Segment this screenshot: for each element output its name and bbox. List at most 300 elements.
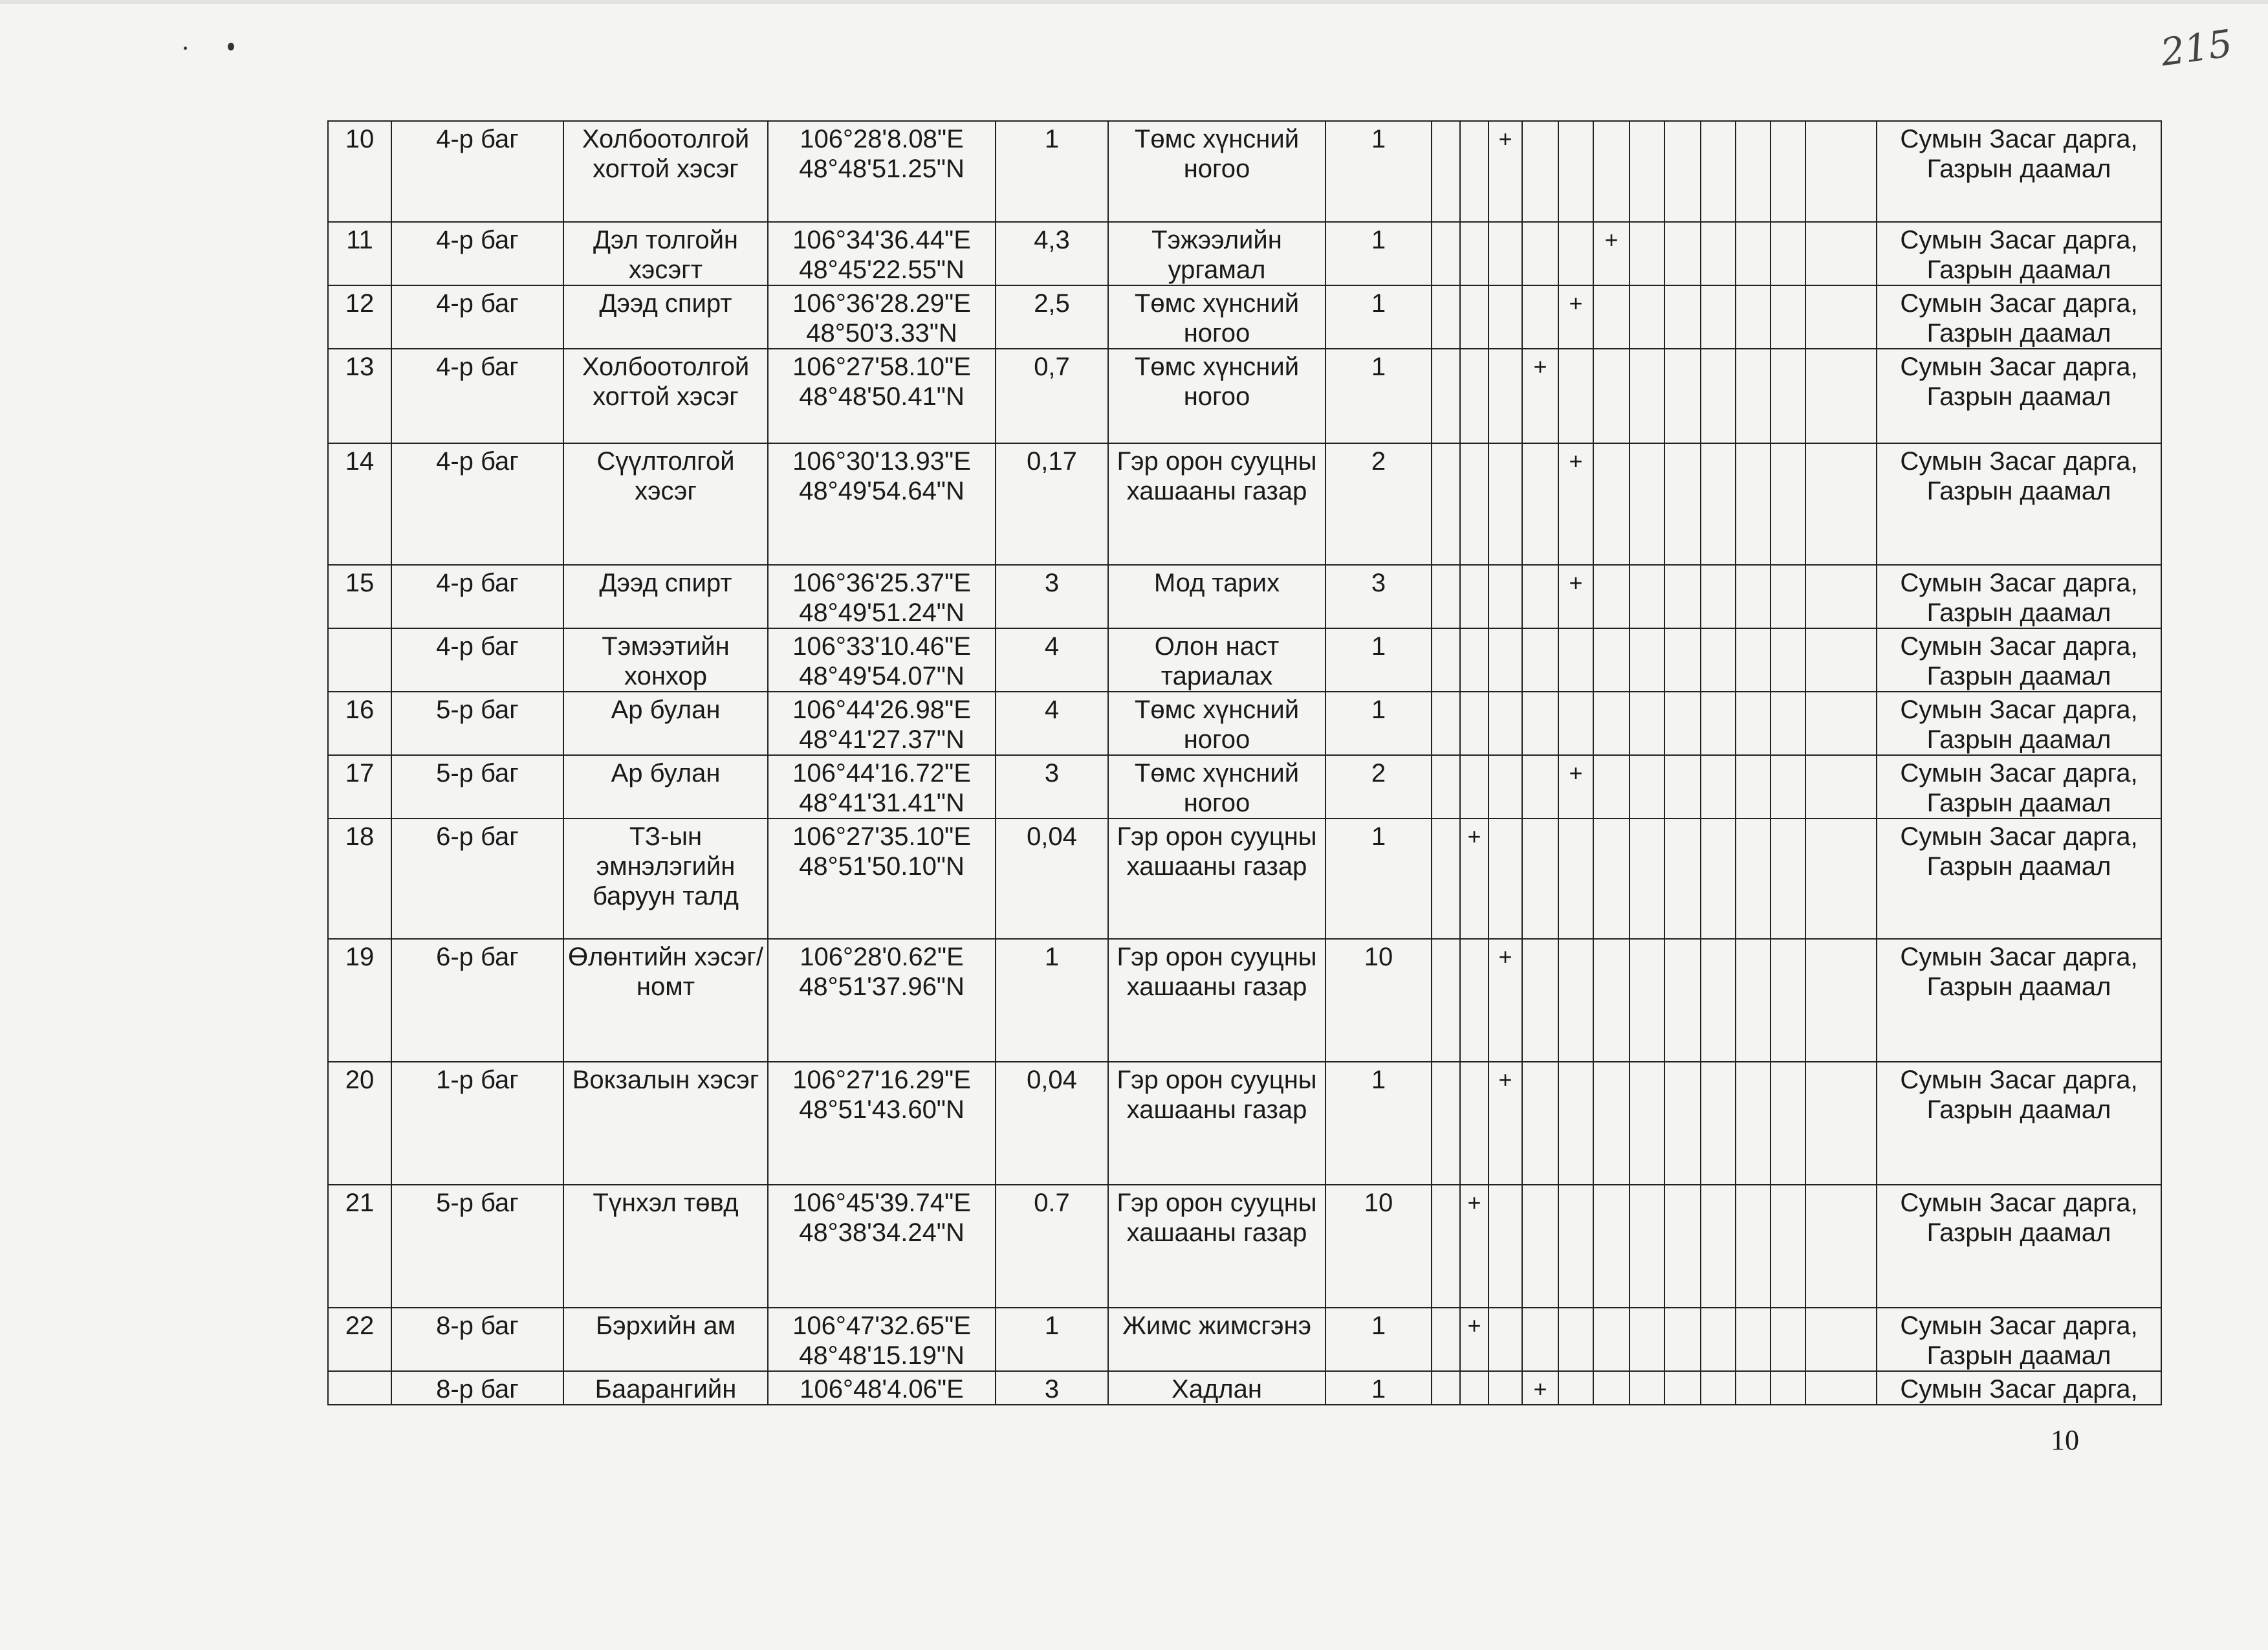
area-cell: 0,7 bbox=[996, 349, 1108, 443]
empty-cell bbox=[1630, 349, 1664, 443]
empty-cell bbox=[1805, 121, 1877, 222]
row-number-cell: 11 bbox=[328, 222, 391, 285]
count-cell: 1 bbox=[1325, 349, 1432, 443]
empty-cell bbox=[1805, 755, 1877, 819]
row-number-cell: 22 bbox=[328, 1308, 391, 1371]
coordinates-cell: 106°27'35.10"E 48°51'50.10"N bbox=[768, 819, 996, 939]
empty-cell bbox=[1460, 565, 1488, 628]
empty-cell bbox=[1701, 443, 1736, 565]
empty-cell bbox=[1593, 565, 1630, 628]
place-cell: Дээд спирт bbox=[563, 565, 768, 628]
empty-cell bbox=[1460, 1371, 1488, 1405]
area-cell: 4,3 bbox=[996, 222, 1108, 285]
empty-cell bbox=[1432, 755, 1460, 819]
empty-cell bbox=[1593, 349, 1630, 443]
count-cell: 1 bbox=[1325, 628, 1432, 692]
coordinates-cell: 106°48'4.06"E bbox=[768, 1371, 996, 1405]
coordinates-cell: 106°34'36.44"E 48°45'22.55"N bbox=[768, 222, 996, 285]
place-cell: ТЗ-ын эмнэлэгийн баруун талд bbox=[563, 819, 768, 939]
empty-cell bbox=[1558, 1185, 1593, 1308]
empty-cell bbox=[1771, 692, 1805, 755]
empty-cell bbox=[1432, 1308, 1460, 1371]
row-number-cell: 14 bbox=[328, 443, 391, 565]
responsible-cell: Сумын Засаг дарга, Газрын даамал bbox=[1877, 565, 2161, 628]
bag-cell: 5-р баг bbox=[391, 755, 563, 819]
responsible-cell: Сумын Засаг дарга, bbox=[1877, 1371, 2161, 1405]
table-row bbox=[328, 819, 2161, 939]
bag-cell: 8-р баг bbox=[391, 1308, 563, 1371]
bag-cell: 6-р баг bbox=[391, 939, 563, 1062]
responsible-cell: Сумын Засаг дарга, Газрын даамал bbox=[1877, 819, 2161, 939]
purpose-cell: Төмс хүнсний ногоо bbox=[1108, 692, 1325, 755]
area-cell: 3 bbox=[996, 565, 1108, 628]
empty-cell bbox=[1558, 1062, 1593, 1185]
table-row bbox=[328, 285, 2161, 349]
empty-cell bbox=[1522, 443, 1558, 565]
purpose-cell: Тэжээлийн ургамал bbox=[1108, 222, 1325, 285]
empty-cell bbox=[1630, 443, 1664, 565]
empty-cell bbox=[1460, 628, 1488, 692]
count-cell: 10 bbox=[1325, 1185, 1432, 1308]
empty-cell bbox=[1558, 939, 1593, 1062]
responsible-cell: Сумын Засаг дарга, Газрын даамал bbox=[1877, 222, 2161, 285]
coordinates-cell: 106°47'32.65"E 48°48'15.19"N bbox=[768, 1308, 996, 1371]
empty-cell bbox=[1460, 755, 1488, 819]
handwritten-page-number: 215 bbox=[2157, 21, 2235, 75]
empty-cell bbox=[1432, 1062, 1460, 1185]
empty-cell bbox=[1593, 755, 1630, 819]
mark-cell: + bbox=[1593, 222, 1630, 285]
row-number-cell: 12 bbox=[328, 285, 391, 349]
empty-cell bbox=[1460, 443, 1488, 565]
empty-cell bbox=[1488, 755, 1522, 819]
table-row bbox=[328, 755, 2161, 819]
place-cell: Вокзалын хэсэг bbox=[563, 1062, 768, 1185]
count-cell: 1 bbox=[1325, 819, 1432, 939]
empty-cell bbox=[1701, 565, 1736, 628]
empty-cell bbox=[1736, 1371, 1771, 1405]
empty-cell bbox=[1593, 1371, 1630, 1405]
area-cell: 1 bbox=[996, 1308, 1108, 1371]
row-number-cell: 16 bbox=[328, 692, 391, 755]
place-cell: Ар булан bbox=[563, 755, 768, 819]
empty-cell bbox=[1736, 222, 1771, 285]
empty-cell bbox=[1488, 565, 1522, 628]
empty-cell bbox=[1736, 443, 1771, 565]
empty-cell bbox=[1805, 819, 1877, 939]
empty-cell bbox=[1558, 1308, 1593, 1371]
empty-cell bbox=[1664, 939, 1701, 1062]
empty-cell bbox=[1805, 443, 1877, 565]
place-cell: Дээд спирт bbox=[563, 285, 768, 349]
empty-cell bbox=[1664, 1185, 1701, 1308]
area-cell: 0,04 bbox=[996, 819, 1108, 939]
purpose-cell: Төмс хүнсний ногоо bbox=[1108, 121, 1325, 222]
place-cell: Тэмээтийн хонхор bbox=[563, 628, 768, 692]
empty-cell bbox=[1593, 1308, 1630, 1371]
empty-cell bbox=[1522, 121, 1558, 222]
place-cell: Өлөнтийн хэсэг/номт bbox=[563, 939, 768, 1062]
bag-cell: 8-р баг bbox=[391, 1371, 563, 1405]
empty-cell bbox=[1432, 349, 1460, 443]
mark-cell: + bbox=[1460, 819, 1488, 939]
empty-cell bbox=[1488, 222, 1522, 285]
empty-cell bbox=[1630, 565, 1664, 628]
row-number-cell: 19 bbox=[328, 939, 391, 1062]
area-cell: 1 bbox=[996, 121, 1108, 222]
empty-cell bbox=[1771, 443, 1805, 565]
responsible-cell: Сумын Засаг дарга, Газрын даамал bbox=[1877, 628, 2161, 692]
empty-cell bbox=[1630, 755, 1664, 819]
empty-cell bbox=[1701, 819, 1736, 939]
empty-cell bbox=[1701, 1185, 1736, 1308]
empty-cell bbox=[1701, 692, 1736, 755]
empty-cell bbox=[1593, 1185, 1630, 1308]
row-number-cell: 18 bbox=[328, 819, 391, 939]
count-cell: 3 bbox=[1325, 565, 1432, 628]
empty-cell bbox=[1736, 349, 1771, 443]
mark-cell: + bbox=[1488, 939, 1522, 1062]
empty-cell bbox=[1460, 939, 1488, 1062]
empty-cell bbox=[1805, 565, 1877, 628]
mark-cell: + bbox=[1460, 1185, 1488, 1308]
purpose-cell: Гэр орон сууцны хашааны газар bbox=[1108, 443, 1325, 565]
empty-cell bbox=[1460, 222, 1488, 285]
bag-cell: 4-р баг bbox=[391, 628, 563, 692]
purpose-cell: Жимс жимсгэнэ bbox=[1108, 1308, 1325, 1371]
empty-cell bbox=[1736, 285, 1771, 349]
empty-cell bbox=[1593, 819, 1630, 939]
empty-cell bbox=[1432, 819, 1460, 939]
empty-cell bbox=[1736, 121, 1771, 222]
empty-cell bbox=[1736, 755, 1771, 819]
empty-cell bbox=[1593, 443, 1630, 565]
empty-cell bbox=[1558, 1371, 1593, 1405]
empty-cell bbox=[1771, 1185, 1805, 1308]
empty-cell bbox=[1522, 285, 1558, 349]
bag-cell: 4-р баг bbox=[391, 565, 563, 628]
empty-cell bbox=[1593, 939, 1630, 1062]
empty-cell bbox=[1701, 1308, 1736, 1371]
empty-cell bbox=[1488, 285, 1522, 349]
bag-cell: 4-р баг bbox=[391, 349, 563, 443]
empty-cell bbox=[1522, 755, 1558, 819]
row-number-cell: 10 bbox=[328, 121, 391, 222]
row-number-cell: 20 bbox=[328, 1062, 391, 1185]
empty-cell bbox=[1771, 1371, 1805, 1405]
empty-cell bbox=[1664, 443, 1701, 565]
empty-cell bbox=[1432, 628, 1460, 692]
count-cell: 10 bbox=[1325, 939, 1432, 1062]
empty-cell bbox=[1701, 1371, 1736, 1405]
empty-cell bbox=[1805, 349, 1877, 443]
table-row bbox=[328, 939, 2161, 1062]
purpose-cell: Мод тарих bbox=[1108, 565, 1325, 628]
empty-cell bbox=[1522, 565, 1558, 628]
empty-cell bbox=[1630, 1371, 1664, 1405]
responsible-cell: Сумын Засаг дарга, Газрын даамал bbox=[1877, 1062, 2161, 1185]
empty-cell bbox=[1771, 222, 1805, 285]
scan-edge bbox=[0, 0, 2268, 4]
empty-cell bbox=[1488, 692, 1522, 755]
empty-cell bbox=[1664, 819, 1701, 939]
count-cell: 2 bbox=[1325, 755, 1432, 819]
empty-cell bbox=[1736, 1185, 1771, 1308]
bag-cell: 4-р баг bbox=[391, 285, 563, 349]
coordinates-cell: 106°28'8.08"E 48°48'51.25"N bbox=[768, 121, 996, 222]
table-row bbox=[328, 1371, 2161, 1405]
empty-cell bbox=[1771, 349, 1805, 443]
empty-cell bbox=[1736, 1062, 1771, 1185]
bag-cell: 4-р баг bbox=[391, 121, 563, 222]
empty-cell bbox=[1488, 1185, 1522, 1308]
empty-cell bbox=[1701, 285, 1736, 349]
empty-cell bbox=[1460, 1062, 1488, 1185]
empty-cell bbox=[1460, 285, 1488, 349]
table-row bbox=[328, 628, 2161, 692]
empty-cell bbox=[1630, 1185, 1664, 1308]
purpose-cell: Төмс хүнсний ногоо bbox=[1108, 285, 1325, 349]
bag-cell: 4-р баг bbox=[391, 222, 563, 285]
empty-cell bbox=[1771, 1308, 1805, 1371]
empty-cell bbox=[1630, 1062, 1664, 1185]
empty-cell bbox=[1558, 349, 1593, 443]
place-cell: Холбоотолгой хогтой хэсэг bbox=[563, 121, 768, 222]
empty-cell bbox=[1701, 628, 1736, 692]
empty-cell bbox=[1522, 939, 1558, 1062]
empty-cell bbox=[1805, 285, 1877, 349]
empty-cell bbox=[1460, 692, 1488, 755]
bag-cell: 1-р баг bbox=[391, 1062, 563, 1185]
count-cell: 1 bbox=[1325, 1308, 1432, 1371]
coordinates-cell: 106°45'39.74"E 48°38'34.24"N bbox=[768, 1185, 996, 1308]
empty-cell bbox=[1701, 121, 1736, 222]
area-cell: 3 bbox=[996, 755, 1108, 819]
bag-cell: 5-р баг bbox=[391, 692, 563, 755]
row-number-cell: 15 bbox=[328, 565, 391, 628]
empty-cell bbox=[1664, 1062, 1701, 1185]
empty-cell bbox=[1488, 349, 1522, 443]
empty-cell bbox=[1522, 222, 1558, 285]
count-cell: 2 bbox=[1325, 443, 1432, 565]
row-number-cell: 21 bbox=[328, 1185, 391, 1308]
empty-cell bbox=[1771, 819, 1805, 939]
empty-cell bbox=[1488, 819, 1522, 939]
purpose-cell: Гэр орон сууцны хашааны газар bbox=[1108, 819, 1325, 939]
empty-cell bbox=[1432, 692, 1460, 755]
empty-cell bbox=[1558, 628, 1593, 692]
area-cell: 4 bbox=[996, 692, 1108, 755]
responsible-cell: Сумын Засаг дарга, Газрын даамал bbox=[1877, 443, 2161, 565]
count-cell: 1 bbox=[1325, 222, 1432, 285]
coordinates-cell: 106°27'16.29"E 48°51'43.60"N bbox=[768, 1062, 996, 1185]
count-cell: 1 bbox=[1325, 285, 1432, 349]
empty-cell bbox=[1805, 1185, 1877, 1308]
mark-cell: + bbox=[1522, 1371, 1558, 1405]
empty-cell bbox=[1432, 121, 1460, 222]
area-cell: 0.7 bbox=[996, 1185, 1108, 1308]
empty-cell bbox=[1522, 819, 1558, 939]
row-number-cell: 17 bbox=[328, 755, 391, 819]
empty-cell bbox=[1558, 121, 1593, 222]
empty-cell bbox=[1701, 755, 1736, 819]
responsible-cell: Сумын Засаг дарга, Газрын даамал bbox=[1877, 755, 2161, 819]
count-cell: 1 bbox=[1325, 1371, 1432, 1405]
empty-cell bbox=[1630, 1308, 1664, 1371]
area-cell: 0,04 bbox=[996, 1062, 1108, 1185]
empty-cell bbox=[1771, 1062, 1805, 1185]
count-cell: 1 bbox=[1325, 692, 1432, 755]
empty-cell bbox=[1771, 121, 1805, 222]
empty-cell bbox=[1664, 692, 1701, 755]
coordinates-cell: 106°44'16.72"E 48°41'31.41"N bbox=[768, 755, 996, 819]
coordinates-cell: 106°33'10.46"E 48°49'54.07"N bbox=[768, 628, 996, 692]
empty-cell bbox=[1664, 285, 1701, 349]
area-cell: 3 bbox=[996, 1371, 1108, 1405]
place-cell: Бэрхийн ам bbox=[563, 1308, 768, 1371]
empty-cell bbox=[1630, 285, 1664, 349]
row-number-cell: 13 bbox=[328, 349, 391, 443]
coordinates-cell: 106°36'28.29"E 48°50'3.33"N bbox=[768, 285, 996, 349]
empty-cell bbox=[1664, 1308, 1701, 1371]
mark-cell: + bbox=[1558, 285, 1593, 349]
coordinates-cell: 106°27'58.10"E 48°48'50.41"N bbox=[768, 349, 996, 443]
empty-cell bbox=[1664, 121, 1701, 222]
mark-cell: + bbox=[1522, 349, 1558, 443]
empty-cell bbox=[1805, 939, 1877, 1062]
empty-cell bbox=[1593, 692, 1630, 755]
place-cell: Холбоотолгой хогтой хэсэг bbox=[563, 349, 768, 443]
empty-cell bbox=[1432, 222, 1460, 285]
row-number-cell bbox=[328, 1371, 391, 1405]
responsible-cell: Сумын Засаг дарга, Газрын даамал bbox=[1877, 349, 2161, 443]
empty-cell bbox=[1558, 819, 1593, 939]
table-row bbox=[328, 222, 2161, 285]
scan-speck bbox=[184, 47, 187, 50]
bag-cell: 5-р баг bbox=[391, 1185, 563, 1308]
empty-cell bbox=[1522, 692, 1558, 755]
table-row bbox=[328, 1185, 2161, 1308]
table-row bbox=[328, 1062, 2161, 1185]
empty-cell bbox=[1771, 565, 1805, 628]
empty-cell bbox=[1771, 939, 1805, 1062]
mark-cell: + bbox=[1488, 121, 1522, 222]
empty-cell bbox=[1664, 755, 1701, 819]
empty-cell bbox=[1488, 1371, 1522, 1405]
purpose-cell: Гэр орон сууцны хашааны газар bbox=[1108, 1185, 1325, 1308]
responsible-cell: Сумын Засаг дарга, Газрын даамал bbox=[1877, 1308, 2161, 1371]
empty-cell bbox=[1432, 1371, 1460, 1405]
empty-cell bbox=[1432, 1185, 1460, 1308]
page-number: 10 bbox=[2051, 1424, 2079, 1456]
responsible-cell: Сумын Засаг дарга, Газрын даамал bbox=[1877, 939, 2161, 1062]
responsible-cell: Сумын Засаг дарга, Газрын даамал bbox=[1877, 285, 2161, 349]
purpose-cell: Төмс хүнсний ногоо bbox=[1108, 755, 1325, 819]
place-cell: Дэл толгойн хэсэгт bbox=[563, 222, 768, 285]
table-row bbox=[328, 121, 2161, 222]
table-row bbox=[328, 443, 2161, 565]
responsible-cell: Сумын Засаг дарга, Газрын даамал bbox=[1877, 1185, 2161, 1308]
empty-cell bbox=[1593, 285, 1630, 349]
area-cell: 4 bbox=[996, 628, 1108, 692]
mark-cell: + bbox=[1558, 443, 1593, 565]
mark-cell: + bbox=[1488, 1062, 1522, 1185]
table-row bbox=[328, 349, 2161, 443]
area-cell: 2,5 bbox=[996, 285, 1108, 349]
area-cell: 0,17 bbox=[996, 443, 1108, 565]
empty-cell bbox=[1805, 1062, 1877, 1185]
empty-cell bbox=[1805, 222, 1877, 285]
empty-cell bbox=[1488, 1308, 1522, 1371]
empty-cell bbox=[1664, 222, 1701, 285]
empty-cell bbox=[1771, 628, 1805, 692]
empty-cell bbox=[1432, 285, 1460, 349]
empty-cell bbox=[1736, 692, 1771, 755]
empty-cell bbox=[1558, 222, 1593, 285]
empty-cell bbox=[1432, 939, 1460, 1062]
empty-cell bbox=[1805, 628, 1877, 692]
responsible-cell: Сумын Засаг дарга, Газрын даамал bbox=[1877, 692, 2161, 755]
empty-cell bbox=[1736, 565, 1771, 628]
place-cell: Түнхэл төвд bbox=[563, 1185, 768, 1308]
table-row bbox=[328, 692, 2161, 755]
mark-cell: + bbox=[1558, 565, 1593, 628]
count-cell: 1 bbox=[1325, 121, 1432, 222]
empty-cell bbox=[1701, 349, 1736, 443]
bag-cell: 4-р баг bbox=[391, 443, 563, 565]
empty-cell bbox=[1522, 1062, 1558, 1185]
empty-cell bbox=[1805, 1371, 1877, 1405]
table-row bbox=[328, 565, 2161, 628]
empty-cell bbox=[1701, 939, 1736, 1062]
scan-speck bbox=[228, 43, 234, 50]
place-cell: Баарангийн bbox=[563, 1371, 768, 1405]
empty-cell bbox=[1630, 628, 1664, 692]
land-allocation-table bbox=[327, 120, 2162, 1405]
empty-cell bbox=[1701, 222, 1736, 285]
empty-cell bbox=[1736, 628, 1771, 692]
empty-cell bbox=[1460, 121, 1488, 222]
purpose-cell: Гэр орон сууцны хашааны газар bbox=[1108, 1062, 1325, 1185]
empty-cell bbox=[1664, 349, 1701, 443]
empty-cell bbox=[1771, 755, 1805, 819]
empty-cell bbox=[1558, 692, 1593, 755]
table-row bbox=[328, 1308, 2161, 1371]
row-number-cell bbox=[328, 628, 391, 692]
empty-cell bbox=[1522, 628, 1558, 692]
empty-cell bbox=[1630, 692, 1664, 755]
empty-cell bbox=[1432, 565, 1460, 628]
empty-cell bbox=[1736, 939, 1771, 1062]
mark-cell: + bbox=[1460, 1308, 1488, 1371]
empty-cell bbox=[1630, 121, 1664, 222]
empty-cell bbox=[1460, 349, 1488, 443]
empty-cell bbox=[1432, 443, 1460, 565]
empty-cell bbox=[1593, 121, 1630, 222]
responsible-cell: Сумын Засаг дарга, Газрын даамал bbox=[1877, 121, 2161, 222]
coordinates-cell: 106°28'0.62"E 48°51'37.96"N bbox=[768, 939, 996, 1062]
empty-cell bbox=[1630, 222, 1664, 285]
empty-cell bbox=[1664, 628, 1701, 692]
empty-cell bbox=[1736, 1308, 1771, 1371]
empty-cell bbox=[1630, 939, 1664, 1062]
empty-cell bbox=[1488, 443, 1522, 565]
purpose-cell: Олон наст тариалах bbox=[1108, 628, 1325, 692]
empty-cell bbox=[1593, 1062, 1630, 1185]
coordinates-cell: 106°36'25.37"E 48°49'51.24"N bbox=[768, 565, 996, 628]
place-cell: Сүүлтолгой хэсэг bbox=[563, 443, 768, 565]
empty-cell bbox=[1593, 628, 1630, 692]
